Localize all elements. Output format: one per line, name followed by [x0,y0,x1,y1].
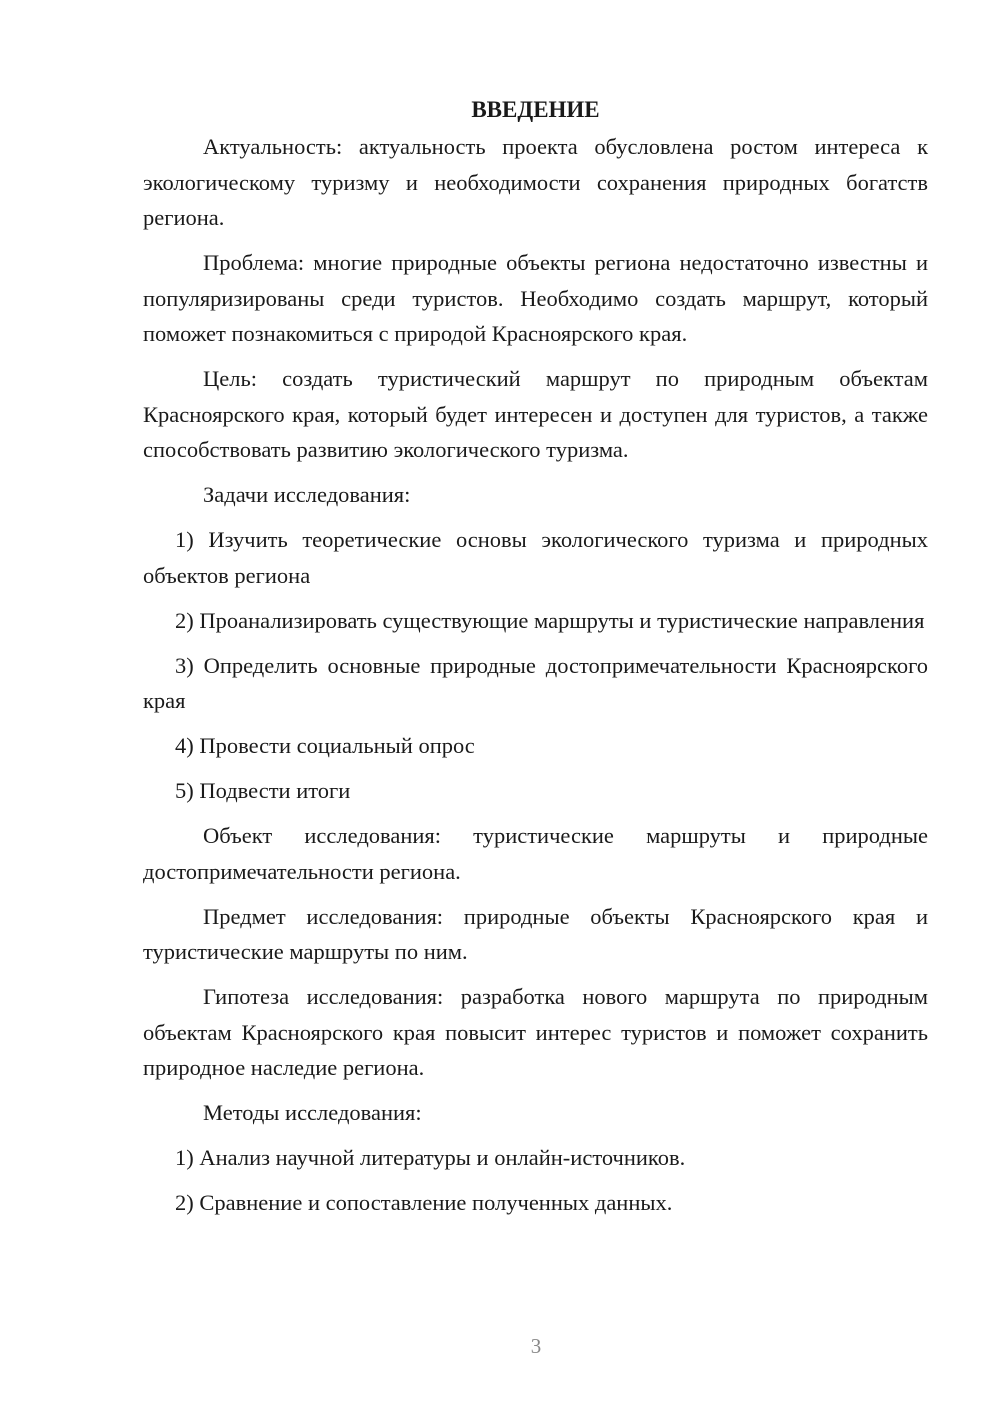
task-item-5: 5) Подвести итоги [175,778,351,803]
section-title: ВВЕДЕНИЕ [471,97,600,122]
method-item-1: 1) Анализ научной литературы и онлайн-источников. [175,1145,686,1170]
task-item-3: 3) Определить основные природные достопримечательности Красноярского края [143,652,928,713]
paragraph-goal: Цель: создать туристический маршрут по природным объектам Красноярского края, который будет интересен и доступен для туристов, а также способствовать развитию экологического туризма. [143,366,928,462]
task-item-2: 2) Проанализировать существующие маршруты и туристические направления [175,607,925,633]
paragraph-problem: Проблема: многие природные объекты региона недостаточно известны и популяризированы среди туристов. Необходимо создать маршрут, который поможет познакомиться с природой Красноярского края. [143,250,928,346]
task-item-1: 1) Изучить теоретические основы экологического туризма и природных объектов региона [143,527,928,588]
methods-heading: Методы исследования: [203,1100,422,1125]
paragraph-object: Объект исследования: туристические маршруты и природные достопримечательности региона. [143,823,928,884]
method-item-2: 2) Сравнение и сопоставление полученных данных. [175,1190,673,1215]
paragraph-hypothesis: Гипотеза исследования: разработка нового маршрута по природным объектам Красноярского края повысит интерес туристов и поможет сохранить природное наследие региона. [143,984,928,1080]
page-number: 3 [530,1334,542,1358]
tasks-heading: Задачи исследования: [203,482,411,507]
document-page [143,92,928,1230]
task-item-4: 4) Провести социальный опрос [175,733,475,758]
paragraph-relevance: Актуальность: актуальность проекта обусловлена ростом интереса к экологическому туризму и необходимости сохранения природных богатств региона. [143,134,928,230]
paragraph-subject: Предмет исследования: природные объекты Красноярского края и туристические маршруты по ним. [143,903,928,964]
